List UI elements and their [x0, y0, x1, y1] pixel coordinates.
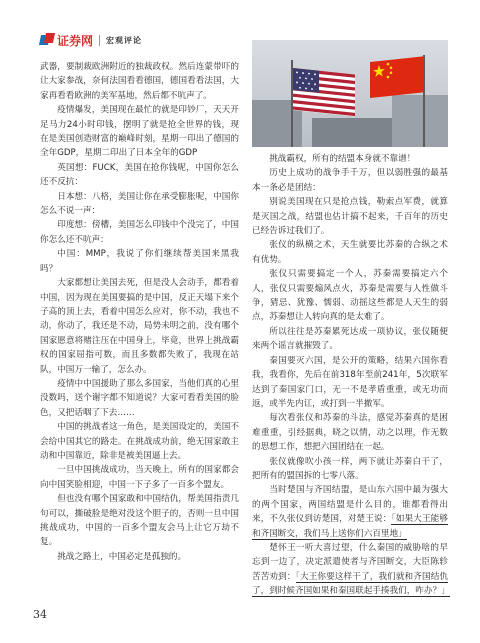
paragraph: 武器，要制裁欧洲附近的独裁政权。然后连蒙带吓的让大家参战，奈何法国看看德国，德国看看法国，大家再看看欧洲的美军基地，然后都不吭声了。	[40, 62, 239, 101]
paragraph: 别说美国现在只是抢点钱，勒索点军费，就算是灭国之战，结盟也估计搞不起来，千百年的历史已经告诉过我们了。	[252, 197, 448, 237]
section-name: 宏观评论	[106, 35, 143, 45]
paragraph: 张仪的纵横之术，天生就要比苏秦的合纵之术有优势。	[252, 240, 448, 265]
paragraph-text: 当时楚国与齐国结盟，是山东六国中最为强大的两个国家，两国结盟是什么目的，谁都看得出来，不久张仪到访楚国，对楚王说：	[252, 485, 448, 525]
paragraph: 中国的挑战者这一角色，是美国设定的，美国不会给中国其它的路走。在挑战成功前，绝无国家敢主动和中国靠近，除非是被美国逼上去。	[40, 422, 239, 461]
flags-photo	[252, 40, 448, 147]
paragraph: 疫情中中国援助了那么多国家，当他们真的心里没数吗，送个谢字都不知道说？大家可看看美国的脸色，又把话咽了下去……	[40, 378, 239, 418]
paragraph: 挑战之路上，中国必定是孤独的。	[57, 551, 187, 562]
paragraph: 一旦中国挑战成功，当天晚上，所有的国家都会向中国笑脸相迎，中国一下子多了一百多个盟友。	[40, 465, 239, 490]
page-number: 34	[33, 608, 47, 621]
paragraph-with-quote	[252, 483, 448, 541]
paragraph: 挑战霸权，所有的结盟本身就不靠谱！	[269, 154, 416, 164]
paragraph: 但也没有哪个国家敢和中国结仇，帮美国指责几句可以，撕破脸是绝对没这个胆子的，否则一旦中国挑战成功，中国的一百多个盟友会马上让它万劫不复。	[40, 494, 239, 548]
paragraph: 所以往往是苏秦累死达成一项协议，张仪随便来两个谣言就摧毁了。	[252, 326, 448, 352]
paragraph: 张仪就像吹小孩一样，两下就让苏秦白干了，把所有的盟国拆的七零八落。	[252, 456, 448, 481]
header-divider	[99, 35, 100, 46]
paragraph: 印度想：傍槽，美国怎么印钱中个没完了，中国你怎么还不吭声：	[40, 220, 239, 245]
paragraph-with-quote	[252, 541, 448, 599]
paragraph: 中国：MMP，我说了你们继续帮美国来黑我吗？	[40, 249, 239, 274]
underlined-quote: 「大王你要这样干了，我们就和齐国结仇了，到时候齐国如果和秦国联起手揍我们，咋办？」	[252, 571, 450, 597]
paragraph: 秦国要灭六国，是公开的策略，结果六国你看我，我看你，先后在前318年至前241年，5次联军达到了秦国家门口，无一不是孝盾重重，或无功而返，或半先内讧，或打到一半撤军。	[252, 355, 448, 409]
brand-logo-icon	[40, 33, 54, 47]
paragraph: 每次看张仪和苏秦的斗法，感觉苏秦真的是困难重重，引经据典，晓之以情，动之以理，作无数的思想工作，想把六国团结在一起。	[252, 413, 448, 453]
paragraph: 日本想：八格，美国让你在承受膨胀呢，中国你怎么不说一声：	[40, 191, 239, 217]
underlined-quote: 「如果大王能够和齐国断交，我们马上送你们六百里地」	[252, 514, 448, 539]
paragraph: 英国想：FUCK，美国在抢你钱呢，中国你怎么还不反抗：	[40, 162, 239, 188]
paragraph: 历史上成功的战争手千万，但以弱胜强的最基本一条必是团结：	[252, 168, 448, 193]
us-china-flags-image	[252, 40, 448, 147]
paragraph-text: 楚怀王一听大喜过望，什么秦国的威胁啥的早忘到一边了，决定派遣使者与齐国断交，大臣陈轸苦苦劝到：	[252, 542, 448, 582]
right-column	[252, 152, 448, 599]
brand-logo-text: 证券网	[57, 33, 94, 48]
page-header	[40, 30, 142, 50]
left-column	[40, 60, 239, 564]
paragraph: 大家都想让美国去死，但是没人会动手，都看着中国，因为现在美国要搞的是中国，反正天塌下来个子高的顶上去，看着中国怎么应对，你不动，我也不动，你动了，我还是不动，局势未明之前，没有哪个国家愿意将赌注压在中国身上，毕竟，世界上挑战霸权的国家屈指可数，而且多数都失败了，我现在站队，中国万一输了，怎么办。	[40, 278, 239, 375]
paragraph: 疫情爆发，美国现在最忙的就是印钞厂，天天开足马力24小时印钱，摆明了就是抢全世界的钱，现在是美国创造财富的巅峰时刻，星期一印出了德国的全年GDP，星期二印出了日本全年的GDP	[40, 105, 239, 159]
paragraph: 张仪只需要搞定一个人，苏秦需要搞定六个人，张仪只需要煽风点火，苏秦是需要与人性做斗争，猜忌、犹豫、懦弱、动摇这些都是人天生的弱点，苏秦想让人转向真的是太难了。	[252, 269, 448, 323]
